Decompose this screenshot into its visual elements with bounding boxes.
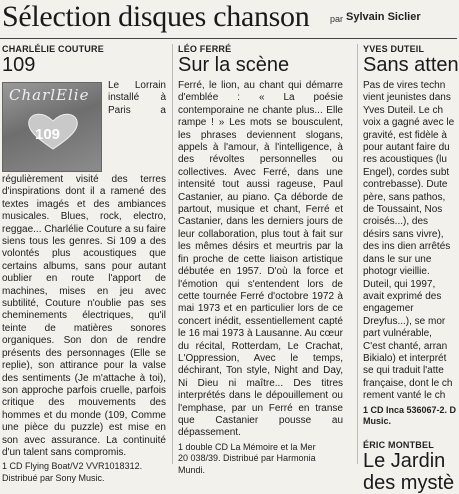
disco-line: Music.: [363, 416, 392, 427]
cover-number: 109: [35, 126, 61, 143]
album-headline: Sans atten: [363, 54, 459, 76]
column-divider: [172, 44, 173, 464]
section-title: Sélection disques chanson: [2, 0, 310, 33]
review-yves-duteil: [363, 40, 459, 494]
discography-info: [178, 442, 343, 477]
review-leo-ferre: [178, 40, 343, 475]
review-paragraph: Ferré, le lion, au chant qui démarre d'emblée : « La poésie contemporaine ne chante plus... Elle rampe ! » Les mots se bousculent, les phrases deviennent slogans, appels à l'amour, à l'intelligence, à des révoltes personnelles ou collectives. Avec Ferré, dans une intensité tout aussi rageuse, Paul Castanier, au piano. Ça déborde de partout, musique et chant, Ferré et Castanier, dans les derniers jours de leur collaboration, plus tout à fait sur les mêmes désirs et meurtris par la fin proche de cette liaison artistique débutée en 1957. D'où la force et l'émotion qui s'entendent lors de cette tournée Ferré d'octobre 1972 à mai 1973 et en particulier lors de ce concert inédit, essentiellement capté le 16 mai 1973 à Lausanne. Au cœur du récital, Rotterdam, Le Crachat, L'Oppression, Avec le temps, déchirant, Ton style, Night and Day, Ni Dieu ni maître... Des titres interprétés dans le dépouillement ou l'emphase, par un Ferré en transe que Castanier pousse au dépassement.: [178, 80, 343, 439]
disco-line: Mundi.: [178, 464, 206, 475]
artist-kicker: CHARLÉLIE COUTURE: [2, 44, 104, 54]
artist-kicker: YVES DUTEIL: [363, 44, 425, 54]
review-body: [363, 80, 457, 403]
disco-line: 1 CD Inca 536067-2. D: [363, 404, 457, 415]
album-headline-continued: des mystè: [363, 471, 455, 494]
cover-logo-text: CharlElie: [9, 86, 90, 104]
review-body: [178, 80, 343, 440]
review-charlelie-couture: [0, 40, 166, 483]
disco-line: 1 CD Flying Boat/V2 VVR1018312.: [2, 461, 143, 472]
album-headline: 109: [2, 54, 36, 76]
disco-line: Distribué par Sony Music.: [2, 472, 105, 483]
artist-kicker: ÉRIC MONTBEL: [363, 439, 434, 450]
discography-info: [0, 461, 166, 484]
review-body: [0, 80, 166, 459]
byline-author: Sylvain Siclier: [346, 11, 421, 23]
masthead: [0, 0, 457, 38]
review-paragraph: Pas de vires techn vient jeunistes dans Yves Duteil. Le ch voix a gagné avec le gravité, est fidèle à pour autant faire du res acoustiques (lu Engel), cordes subt contrebasse). Dute père, sans pathos, de Toussaint, Nos croisés...), des désirs sans vivre), des ins dien arrêtés dans le sur une photogr vieillie. Duteil, qui 1997, avait exprimé des engagemer Dreyfus...), se mor part vulnérable, C'est chanté, arran Bikialo) et interprét se qui traduit l'atte française, dont le ch rement vanté le ch: [363, 80, 455, 402]
review-paragraph: Le Lorrain installé à Paris a régulièrement visité des terres d'inspirations dont il a ramené des textes imagés et des ambiances musicales. Blues, rock, electro, reggae... Charlélie Couture a su faire siens tous les genres. Si 109 a des volontés plus acoustiques que certains albums, sans pour autant oublier en route l'apport de machines, mises en jeu avec subtilité, Couture n'oublie pas ses cheminements électriques, qu'il teinte de matières sonores organiques. Son don de rendre présents des personnages (Elle se replie), son attirance pour la valse des sentiments (Je m'attache à toi), son approche parfois cruelle, parfois critique des mouvements des hommes et du monde (109, Comme une pièce du puzzle) est mise en son avec assurance. La continuité d'un talent sans compromis.: [2, 80, 166, 458]
discography-info: [363, 405, 457, 428]
album-headline: Sur la scène: [178, 54, 290, 76]
artist-kicker: LÉO FERRÉ: [178, 44, 232, 54]
masthead-rule: [0, 38, 457, 39]
column-divider: [357, 44, 358, 464]
disco-line: 20 038/39. Distribué par Harmonia: [178, 453, 316, 464]
album-headline: Le Jardin: [363, 449, 446, 472]
byline-prefix: par: [330, 14, 344, 24]
disco-line: 1 double CD La Mémoire et la Mer: [178, 441, 316, 452]
album-cover-image: [2, 82, 102, 172]
